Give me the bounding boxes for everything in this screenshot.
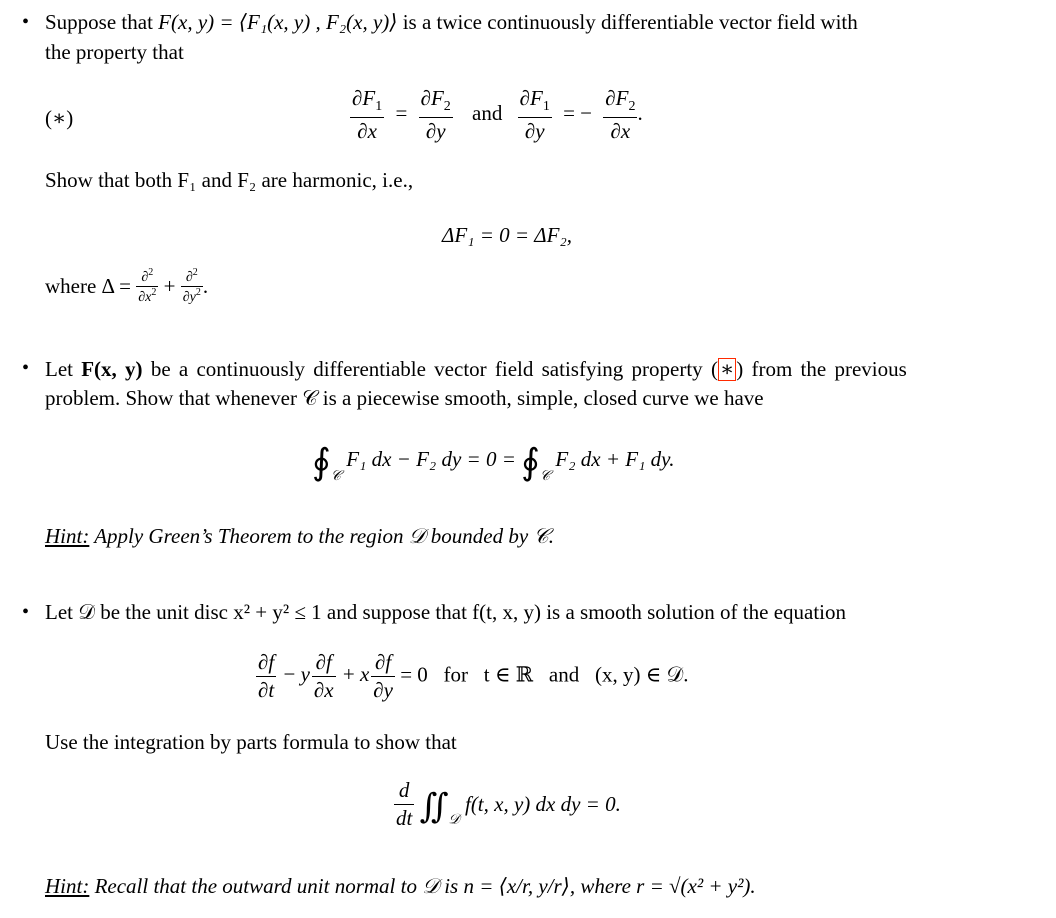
problem-3-hint bbox=[45, 876, 756, 897]
problem-2-text: be a continuously differentiable vector field satisfying property bbox=[150, 357, 703, 381]
fraction-dF2-dx: $\frac{\partial F_2}{\partial x}$ bbox=[605, 86, 636, 143]
double-integral-symbol: ∬ bbox=[419, 788, 449, 826]
problem-2-field: F(x, y) bbox=[81, 357, 143, 381]
fraction-dF1-dx: $\frac{\partial F_1}{\partial x}$ bbox=[352, 86, 383, 143]
region-subscript: 𝒟 bbox=[448, 812, 460, 828]
problem-1-intro-rest: is a twice continuously differentiable vector field with bbox=[402, 10, 858, 34]
problem-3-use-text: Use the integration by parts formula to show that bbox=[45, 730, 457, 754]
contour-integral-symbol-2: ∮ bbox=[521, 442, 540, 482]
contour-subscript: 𝒞 bbox=[330, 469, 341, 484]
problem-3-line-1: Let 𝒟 be the unit disc x² + y² ≤ 1 and suppose that f(t, x, y) is a smooth solution of the equation bbox=[45, 600, 847, 624]
fraction-df-dt: $\frac{\partial f}{\partial t}$ bbox=[258, 650, 275, 702]
fraction-d2-dx2: $\frac{\partial^2}{\partial x^2}$ bbox=[138, 267, 157, 305]
bullet-1: • bbox=[22, 11, 30, 33]
problem-1-field: F(x, y) = ⟨F₁(x, y) , F₂(x, y)⟩ bbox=[158, 10, 398, 34]
fraction-d-dt: $\frac{d}{dt}$ bbox=[396, 778, 413, 830]
equation-reference-link[interactable]: ∗ bbox=[719, 357, 735, 381]
fraction-d2-dy2: $\frac{\partial^2}{\partial y^2}$ bbox=[182, 267, 201, 305]
contour-subscript-2: 𝒞 bbox=[539, 469, 551, 484]
bullet-3: • bbox=[22, 601, 30, 623]
problem-1-intro-line bbox=[45, 12, 858, 33]
problem-2-let: Let bbox=[45, 357, 73, 381]
integral-tail: f(t, x, y) dx dy = 0. bbox=[464, 792, 621, 816]
integral-left: F₁ dx − F₂ dy = 0 = bbox=[346, 447, 516, 471]
problem-2-text-end: from the previous bbox=[751, 357, 907, 381]
problem-1-intro: Suppose that bbox=[45, 10, 153, 34]
contour-integral-equation bbox=[312, 444, 675, 484]
double-integral-equation bbox=[394, 780, 621, 829]
bullet-2: • bbox=[22, 357, 30, 379]
equation-tag: (∗) bbox=[45, 106, 74, 130]
where-text: where Δ = bbox=[45, 274, 131, 298]
fraction-df-dx: $\frac{\partial f}{\partial x}$ bbox=[313, 650, 334, 702]
cauchy-riemann-equations: $\frac{\partial F_1}{\partial x}$ = $\frac{\partial F_2}{\partial y}$ and $\frac{\partial F_1}{\partial y}$ = − $\frac{\partial F_2}{\partial x}$ . bbox=[352, 86, 643, 143]
laplacian-definition: where Δ = $\frac{\partial^2}{\partial x^2}$ + $\frac{\partial^2}{\partial y^2}$ . bbox=[45, 267, 209, 305]
harmonic-equation: ΔF₁ = 0 = ΔF₂, bbox=[442, 223, 572, 247]
fraction-df-dy: $\frac{\partial f}{\partial y}$ bbox=[373, 650, 393, 702]
contour-integral-symbol: ∮ bbox=[312, 442, 331, 482]
fraction-dF1-dy: $\frac{\partial F_1}{\partial y}$ bbox=[519, 86, 550, 143]
problem-2-line-1: Let F(x, y) be a continuously differentiable vector field satisfying property (∗) from the previous bbox=[45, 357, 907, 381]
hint-text-2: Recall that the outward unit normal to 𝒟 is n = ⟨x/r, y/r⟩, where r = √(x² + y²). bbox=[94, 874, 756, 898]
hint-label: Hint: bbox=[45, 524, 90, 548]
hint-label-2: Hint: bbox=[45, 874, 90, 898]
fraction-dF2-dy: $\frac{\partial F_2}{\partial y}$ bbox=[420, 86, 451, 143]
problem-1-intro-line2: the property that bbox=[45, 40, 184, 64]
integral-right: F₂ dx + F₁ dy. bbox=[555, 447, 675, 471]
equation-and: and bbox=[472, 100, 503, 125]
pde-tail: = 0 for t ∈ ℝ and (x, y) ∈ 𝒟. bbox=[400, 662, 689, 687]
problem-2-line-2: problem. Show that whenever 𝒞 is a piecewise smooth, simple, closed curve we have bbox=[45, 386, 764, 410]
problem-2-hint bbox=[45, 526, 554, 547]
transport-equation: $\frac{\partial f}{\partial t}$ − y $\frac{\partial f}{\partial x}$ + x $\frac{\partial f}{\partial y}$ = 0 for t ∈ ℝ and (x, y) ∈ 𝒟. bbox=[258, 650, 689, 702]
problem-1-show-text: Show that both F₁ and F₂ are harmonic, i.e., bbox=[45, 168, 414, 192]
hint-text: Apply Green’s Theorem to the region 𝒟 bounded by 𝒞. bbox=[94, 524, 554, 548]
